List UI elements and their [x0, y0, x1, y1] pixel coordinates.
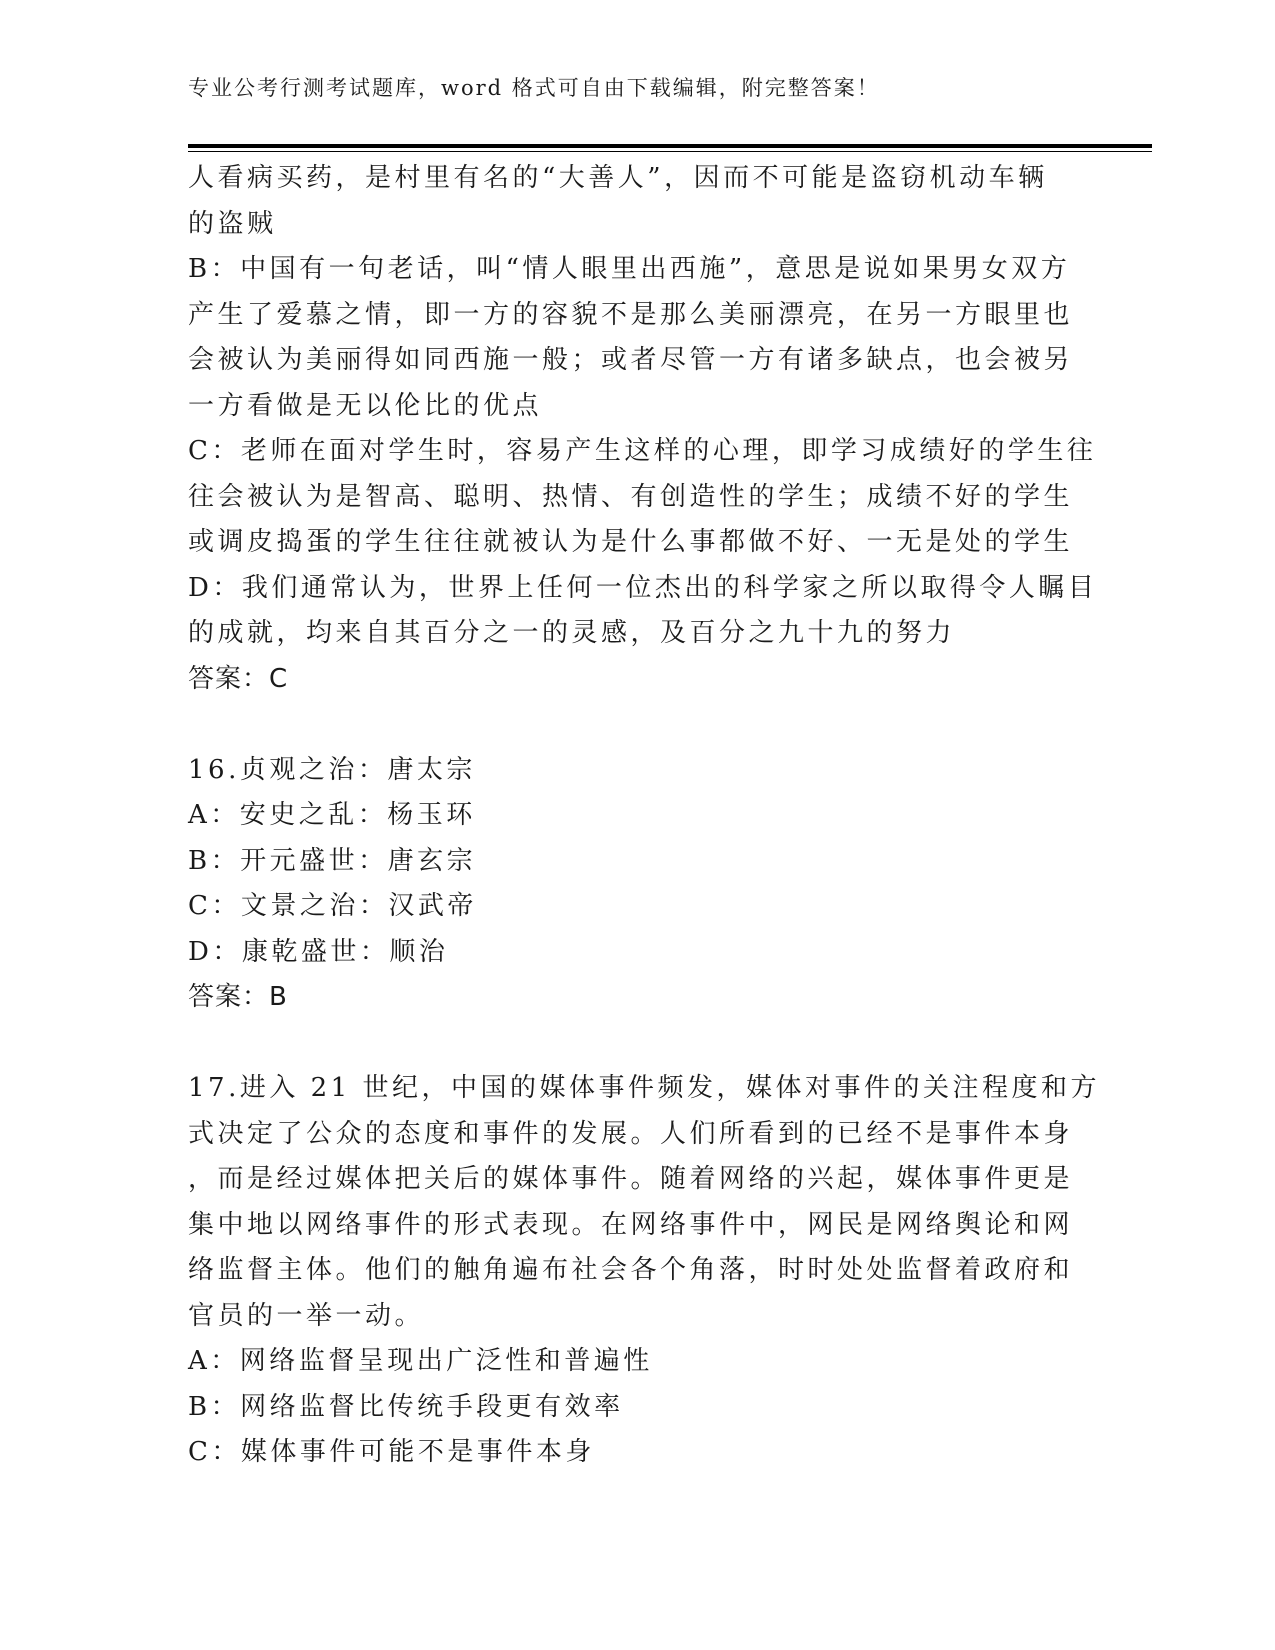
answer-label: 答案：B	[188, 982, 288, 1012]
option-a: A：网络监督呈现出广泛性和普遍性	[188, 1346, 653, 1376]
option-text-line: 往会被认为是智高、聪明、热情、有创造性的学生；成绩不好的学生	[188, 481, 1074, 512]
page-content	[188, 156, 1100, 1476]
question-stem-line: ，而是经过媒体把关后的媒体事件。随着网络的兴起，媒体事件更是	[188, 1164, 1074, 1194]
option-text-line: 或调皮捣蛋的学生往往就被认为是什么事都做不好、一无是处的学生	[188, 527, 1074, 557]
option-text-line: D：我们通常认为，世界上任何一位杰出的科学家之所以取得令人瞩目	[188, 572, 1098, 603]
spacer	[188, 702, 1088, 748]
answer-label: 答案：C	[188, 663, 289, 694]
option-b: B：开元盛世：唐玄宗	[188, 845, 477, 876]
option-text-line: 的成就，均来自其百分之一的灵感，及百分之九十九的努力	[188, 618, 956, 648]
option-c: C：媒体事件可能不是事件本身	[188, 1437, 595, 1467]
spacer	[188, 1021, 1088, 1067]
question-text-line: 人看病买药，是村里有名的“大善人”，因而不可能是盗窃机动车辆	[188, 163, 1048, 193]
question-17	[188, 1066, 1100, 1476]
option-text-line: B：中国有一句老话，叫“情人眼里出西施”，意思是说如果男女双方	[188, 254, 1071, 284]
question-text-line: 的盗贼	[188, 208, 277, 239]
question-stem-line: 官员的一举一动。	[188, 1300, 425, 1331]
option-a: A：安史之乱：杨玉环	[188, 800, 476, 830]
option-d	[188, 566, 1098, 657]
page-header: 专业公考行测考试题库，word 格式可自由下载编辑，附完整答案！	[188, 76, 880, 100]
option-text-line: C：老师在面对学生时，容易产生这样的心理，即学习成绩好的学生往	[188, 436, 1097, 466]
option-text-line: 一方看做是无以伦比的优点	[188, 390, 543, 421]
option-text-line: 产生了爱慕之情，即一方的容貌不是那么美丽漂亮，在另一方眼里也	[188, 299, 1074, 330]
question-stem-line: 络监督主体。他们的触角遍布社会各个角落，时时处处监督着政府和	[188, 1255, 1074, 1285]
question-16	[188, 748, 1088, 1021]
option-b	[188, 247, 1088, 429]
question-stem-line: 集中地以网络事件的形式表现。在网络事件中，网民是网络舆论和网	[188, 1209, 1074, 1240]
option-c: C：文景之治：汉武帝	[188, 891, 477, 921]
option-d: D：康乾盛世：顺治	[188, 936, 449, 967]
question-15-continuation	[188, 156, 1098, 702]
option-text-line: 会被认为美丽得如同西施一般；或者尽管一方有诸多缺点，也会被另	[188, 345, 1074, 375]
header-rule-thin	[188, 151, 1152, 152]
question-stem-line: 式决定了公众的态度和事件的发展。人们所看到的已经不是事件本身	[188, 1118, 1074, 1149]
question-stem-line: 17.进入 21 世纪，中国的媒体事件频发，媒体对事件的关注程度和方	[188, 1073, 1100, 1103]
question-stem: 16.贞观之治：唐太宗	[188, 754, 476, 785]
option-c	[188, 429, 1097, 566]
option-b: B：网络监督比传统手段更有效率	[188, 1391, 624, 1422]
header-rule-thick	[188, 144, 1152, 148]
